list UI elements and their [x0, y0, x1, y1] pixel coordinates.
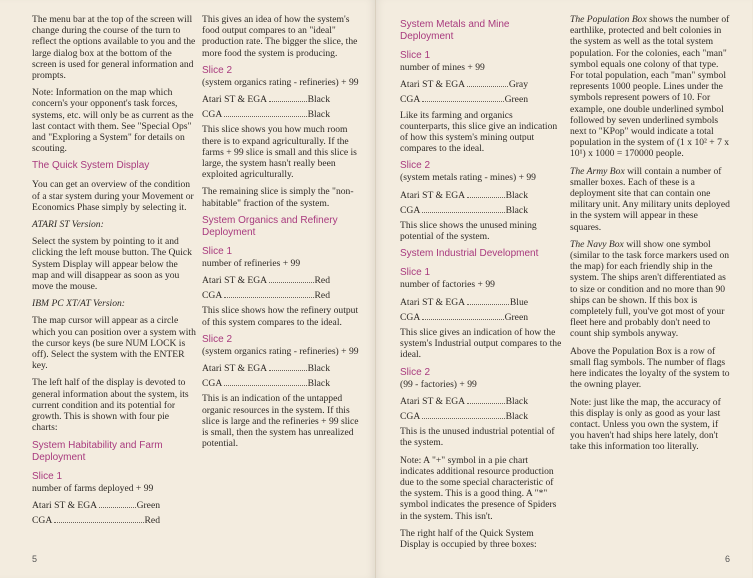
slice-title: Slice 2: [202, 64, 233, 76]
color-row: CGA Black: [202, 378, 330, 390]
slice-description: (99 - factories) + 99: [400, 378, 477, 390]
paragraph: Select the system by pointing to it and clicking the left mouse button. The Quick System Display will appear below the map and will disappear as soon as you move the mouse.: [32, 236, 192, 293]
color-row: Atari ST & EGA Black: [202, 363, 330, 375]
slice-title: Slice 1: [400, 267, 431, 279]
color-row: Atari ST & EGA Gray: [400, 79, 528, 91]
paragraph: The remaining slice is simply the "non-habitable" fraction of the system.: [202, 186, 354, 209]
slice-description: number of factories + 99: [400, 279, 495, 291]
page-number: 5: [32, 554, 38, 564]
heading-industrial-development: System Industrial Development: [400, 248, 539, 260]
paragraph: Note: A "+" symbol in a pie chart indicates additional resource production due to the some special characteristic of the system. This is a good thing. A "*" symbol indicates the presence of Spiders in the system. This isn't.: [400, 454, 557, 522]
color-row: CGA Black: [400, 411, 528, 423]
slice-title: Slice 2: [400, 366, 431, 378]
army-box-label: The Army Box: [570, 165, 625, 177]
color-row: Atari ST & EGA Green: [32, 499, 160, 511]
paragraph: This slice shows how the refinery output of this system compares to the ideal.: [202, 305, 359, 328]
slice-description: (system metals rating - mines) + 99: [400, 172, 536, 184]
paragraph: The right half of the Quick System Display is occupied by three boxes:: [400, 527, 537, 551]
paragraph: Note: just like the map, the accuracy of this display is only as good as your last contact. Unless you own the system, if you haven't had ships here lately, don't take this information too literally.: [570, 396, 721, 453]
subheading-ibm: IBM PC XT/AT Version:: [32, 298, 126, 310]
paragraph: This slice shows you how much room there is to expand agriculturally. If the farms + 99 slice is small and this slice is large, the system hasn't really been exploited agriculturally.: [202, 124, 357, 181]
paragraph: Like its farming and organics counterparts, this slice give an indication of how this system's mining output compares to the ideal.: [400, 109, 558, 155]
left-page-column-2: [202, 14, 366, 455]
population-box-label: The Population Box: [570, 14, 647, 25]
navy-box-paragraph: The Navy Box will show one symbol (similar to the task force markers used on the map) for each friendly ship in the system. The ships aren't differentiated as to size or condition and no more than 90 ships can be shown. If this box is completely full, you've got most of your fleet here and probably don't need to count ship symbols anyway.: [570, 238, 730, 340]
navy-box-label: The Navy Box: [570, 238, 624, 250]
slice-description: number of farms deployed + 99: [32, 482, 154, 494]
paragraph: This slice shows the unused mining potential of the system.: [400, 220, 537, 243]
color-row: CGA Black: [202, 109, 330, 121]
color-row: CGA Black: [400, 204, 528, 216]
color-row: Atari ST & EGA Black: [202, 94, 330, 106]
paragraph: Above the Population Box is a row of small flag symbols. The number of flags here indicates the loyalty of the system to the owning player.: [570, 345, 730, 391]
subheading-atari: ATARI ST Version:: [32, 219, 104, 231]
color-row: Atari ST & EGA Blue: [400, 296, 528, 308]
heading-metals-mine: System Metals and Mine Deployment: [400, 19, 510, 42]
paragraph: Note: Information on the map which concern's your opponent's task forces, systems, etc. will only be as current as the last contact with them. See "Special Ops" and "Exploring a System" for details on scouting.: [32, 87, 194, 155]
paragraph: This is the unused industrial potential of the system.: [400, 426, 555, 449]
heading-habitability-farm: System Habitability and Farm Deployment: [32, 439, 163, 463]
paragraph: You can get an overview of the condition of a star system during your Movement or Economics Phase simply by selecting it.: [32, 179, 194, 213]
paragraph: The left half of the display is devoted to general information about the system, its current condition and its potential for growth. This is shown with four pie charts:: [32, 377, 189, 434]
paragraph: The map cursor will appear as a circle which you can position over a system with the cursor keys (be sure NUM LOCK is off). Select the system with the ENTER key.: [32, 315, 196, 372]
paragraph: The menu bar at the top of the screen will change during the course of the turn to reflect the options available to you and the large dialog box at the bottom of the screen is used for general information and prompts.: [32, 14, 196, 82]
slice-description: (system organics rating - refineries) + 99: [202, 345, 359, 357]
heading-organics-refinery: System Organics and Refinery Deployment: [202, 214, 338, 238]
left-page: [0, 0, 376, 578]
slice-description: number of mines + 99: [400, 62, 485, 73]
color-row: Atari ST & EGA Red: [202, 275, 330, 287]
page-number: 6: [724, 554, 730, 564]
right-page-column-2: [570, 14, 730, 459]
color-row: CGA Green: [400, 311, 528, 323]
right-page-column-1: [400, 14, 564, 556]
slice-title: Slice 1: [32, 470, 63, 482]
color-row: CGA Red: [32, 514, 160, 526]
paragraph: This gives an idea of how the system's food output compares to an "ideal" production rate. The bigger the slice, the more food the system is producing.: [202, 14, 358, 59]
color-row: CGA Green: [400, 94, 528, 106]
color-row: CGA Red: [202, 290, 330, 302]
right-page: [376, 0, 752, 578]
color-row: Atari ST & EGA Black: [400, 189, 528, 201]
slice-description: (system organics rating - refineries) + 99: [202, 76, 359, 88]
left-page-column-1: [32, 14, 196, 530]
slice-description: number of refineries + 99: [202, 257, 301, 269]
slice-title: Slice 1: [202, 245, 233, 257]
slice-title: Slice 2: [400, 160, 431, 172]
population-box-paragraph: The Population Box shows the number of earthlike, protected and belt colonies in the system as well as the total system population. For the colonies, each "man" symbol equals one colony of that type. For total population, each "man" symbol represents 1000 people. Lines under the symbols represent powers of 10. For example, one double underlined symbol followed by seven underlined symbols next to "KPop" would indicate a total population in the system of (1 x 10² + 7 x 10¹) x 1000 = 170000 people.: [570, 14, 730, 160]
slice-title: Slice 2: [202, 333, 233, 345]
paragraph: This slice gives an indication of how the system's Industrial output compares to the ideal.: [400, 327, 562, 361]
color-row: Atari ST & EGA Black: [400, 395, 528, 407]
slice-title: Slice 1: [400, 50, 431, 61]
heading-quick-system-display: The Quick System Display: [32, 160, 150, 172]
paragraph: This is an indication of the untapped organic resources in the system. If this slice is large and the refineries + 99 slice is small, then the system has unrealized potential.: [202, 393, 359, 450]
army-box-paragraph: The Army Box will contain a number of smaller boxes. Each of these is a deployment site that can contain one military unit. Any military units deployed in the system will appear in these squares.: [570, 165, 730, 233]
